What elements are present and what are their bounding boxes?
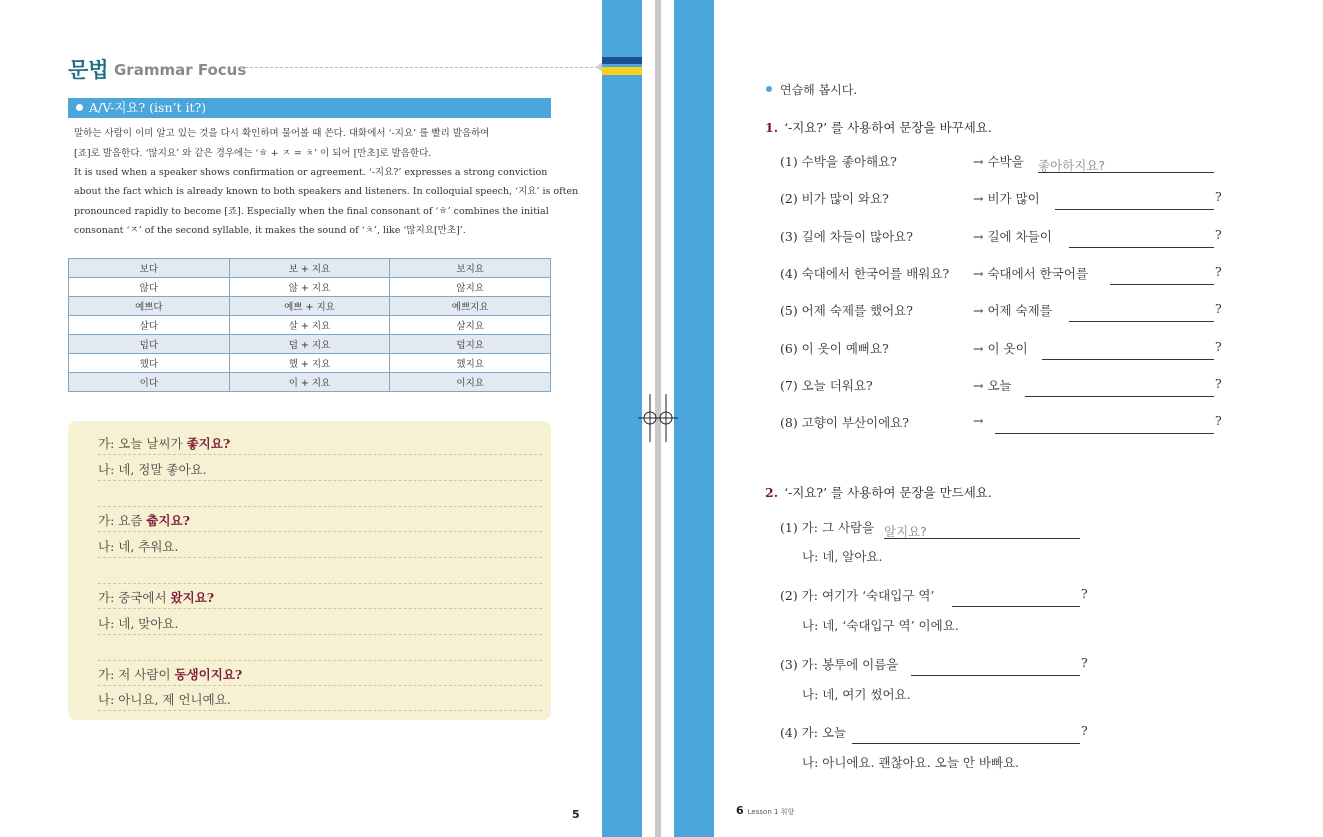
answer-blank[interactable] [1055, 192, 1214, 210]
answer-blank[interactable] [911, 658, 1080, 676]
table-cell: 덥 + 지요 [229, 335, 390, 354]
exercise-prompt: → 비가 많이 [973, 191, 1040, 206]
table-row [69, 373, 551, 392]
explanation-english-line-4: consonant ‘ㅈ’ of the second syllable, it makes the sound of ‘ㅊ’, like ‘많지요[만초]’. [74, 225, 466, 236]
exercise-question: (4) 숙대에서 한국어를 배워요? [780, 266, 950, 281]
dialogue-line-na: 나: 네, 맞아요. [98, 613, 542, 635]
dialogue-question: (1) 가: 그 사람을 [780, 520, 875, 535]
dialogue-question: (4) 가: 오늘 [780, 725, 847, 740]
dialogue-highlight: 왔지요? [170, 590, 215, 605]
table-cell: 않 + 지요 [229, 278, 390, 297]
section-1-instruction [765, 118, 992, 136]
edge-band-navy [602, 57, 642, 64]
exercise-question: (3) 길에 차들이 많아요? [780, 229, 913, 244]
registration-mark-icon [636, 392, 680, 444]
page-number-left: 5 [572, 808, 580, 821]
answer-blank[interactable] [1069, 230, 1214, 248]
answer-blank[interactable] [995, 416, 1214, 434]
table-cell: 않다 [69, 278, 230, 297]
dialogue-line-ga [98, 664, 542, 686]
edge-band-yellow [602, 67, 642, 75]
exercise-prompt: → 이 옷이 [973, 341, 1028, 356]
dialogue-box [68, 421, 551, 720]
question-mark: ? [1215, 339, 1222, 354]
right-page-edge-bar [674, 0, 714, 837]
table-cell: 않지요 [390, 278, 551, 297]
explanation-english-line-2: about the fact which is already known to both speakers and listeners. In colloquial speech, ‘지요’ is often [74, 186, 579, 197]
page-number-right: 6 [736, 804, 744, 817]
answer-example: 알지요? [884, 524, 927, 539]
question-mark: ? [1215, 189, 1222, 204]
dialogue-answer: 나: 네, 알아요. [802, 549, 883, 564]
exercise-question: (6) 이 옷이 예뻐요? [780, 341, 889, 356]
exercise-prompt: → 어제 숙제를 [973, 303, 1052, 318]
table-cell: 덥지요 [390, 335, 551, 354]
table-cell: 보지요 [390, 259, 551, 278]
dialogue-spacer-line [98, 639, 542, 661]
explanation-english-line-3: pronounced rapidly to become [죠]. Especially when the final consonant of ‘ㅎ’ combines the initial [74, 206, 549, 217]
dialogue-spacer-line [98, 485, 542, 507]
grammar-point-label: A/V-지요? (isn’t it?) [89, 100, 207, 115]
section-number: 1. [765, 120, 779, 135]
dialogue-text: 가: 중국에서 [98, 590, 171, 605]
dialogue-answer: 나: 네, ‘숙대입구 역’ 이에요. [802, 618, 959, 633]
table-cell: 했지요 [390, 354, 551, 373]
exercise-question: (1) 수박을 좋아해요? [780, 154, 897, 169]
dialogue-text: 가: 요즘 [98, 513, 147, 528]
dialogue-highlight: 춥지요? [146, 513, 190, 528]
dialogue-highlight: 좋지요? [186, 436, 231, 451]
dialogue-line-ga [98, 433, 542, 455]
table-cell: 했다 [69, 354, 230, 373]
table-row [69, 259, 551, 278]
dialogue-line-ga [98, 510, 542, 532]
dialogue-line-na: 나: 아니요, 제 언니예요. [98, 689, 542, 711]
page-footer [736, 804, 794, 817]
table-row [69, 316, 551, 335]
practice-heading-text: 연습해 봅시다. [780, 83, 858, 97]
table-cell: 예쁘 + 지요 [229, 297, 390, 316]
question-mark: ? [1081, 723, 1088, 738]
dialogue-spacer-line [98, 562, 542, 584]
exercise-question: (8) 고향이 부산이에요? [780, 415, 909, 430]
explanation-korean-line-1: 말하는 사람이 이미 알고 있는 것을 다시 확인하며 물어볼 때 쓴다. 대화에서 ‘-지요’ 를 빨리 발음하여 [74, 128, 490, 139]
table-cell: 했 + 지요 [229, 354, 390, 373]
answer-blank[interactable] [884, 521, 1080, 539]
answer-blank[interactable] [1042, 342, 1214, 360]
question-mark: ? [1081, 586, 1088, 601]
question-mark: ? [1215, 301, 1222, 316]
section-2-instruction [765, 483, 992, 501]
table-cell: 보 + 지요 [229, 259, 390, 278]
dialogue-text: 가: 오늘 날씨가 [98, 436, 187, 451]
page-title-korean: 문법 [68, 58, 109, 82]
question-mark: ? [1215, 227, 1222, 242]
exercise-prompt: → 숙대에서 한국어를 [973, 266, 1089, 281]
dialogue-line-na: 나: 네, 정말 좋아요. [98, 459, 542, 481]
question-mark: ? [1215, 413, 1222, 428]
dialogue-answer: 나: 네, 여기 썼어요. [802, 687, 911, 702]
exercise-question: (2) 비가 많이 와요? [780, 191, 889, 206]
explanation-english-line-1: It is used when a speaker shows confirmation or agreement. ‘-지요?’ expresses a strong conviction [74, 167, 548, 178]
explanation-korean-line-2: [죠]로 발음한다. ‘많지요’ 와 같은 경우에는 ‘ㅎ + ㅈ = ㅊ’ 이 되어 [만초]로 발음한다. [74, 148, 432, 159]
table-cell: 덥다 [69, 335, 230, 354]
table-cell: 살 + 지요 [229, 316, 390, 335]
dialogue-line-ga [98, 587, 542, 609]
table-cell: 이다 [69, 373, 230, 392]
answer-blank[interactable] [1110, 267, 1214, 285]
answer-blank[interactable] [852, 726, 1080, 744]
exercise-question: (7) 오늘 더워요? [780, 378, 873, 393]
dialogue-line-na: 나: 네, 추워요. [98, 536, 542, 558]
table-cell: 예쁘지요 [390, 297, 551, 316]
table-cell: 이 + 지요 [229, 373, 390, 392]
bullet-icon [76, 104, 83, 111]
table-row [69, 278, 551, 297]
answer-blank[interactable] [1025, 379, 1214, 397]
table-cell: 살다 [69, 316, 230, 335]
table-cell: 이지요 [390, 373, 551, 392]
answer-blank[interactable] [952, 589, 1080, 607]
table-row [69, 335, 551, 354]
dialogue-text: 가: 저 사람이 [98, 667, 175, 682]
exercise-prompt: → 길에 차들이 [973, 229, 1052, 244]
practice-heading [766, 81, 857, 98]
grammar-point-bar [68, 98, 551, 118]
table-cell: 예쁘다 [69, 297, 230, 316]
lesson-label: Lesson 1 취향 [747, 808, 795, 816]
dialogue-question: (3) 가: 봉투에 이름을 [780, 657, 899, 672]
table-cell: 살지요 [390, 316, 551, 335]
answer-example: 좋아하지요? [1038, 158, 1106, 173]
dialogue-answer: 나: 아니에요. 괜찮아요. 오늘 안 바빠요. [802, 755, 1020, 770]
question-mark: ? [1215, 376, 1222, 391]
exercise-prompt: → [973, 413, 984, 428]
bullet-icon [766, 86, 772, 92]
table-cell: 보다 [69, 259, 230, 278]
section-number: 2. [765, 485, 779, 500]
dialogue-question: (2) 가: 여기가 ‘숙대입구 역’ [780, 588, 935, 603]
exercise-prompt: → 수박을 [973, 154, 1024, 169]
answer-blank[interactable] [1038, 155, 1214, 173]
table-row [69, 354, 551, 373]
exercise-prompt: → 오늘 [973, 378, 1012, 393]
page-title-english: Grammar Focus [114, 61, 247, 79]
section-instruction-text: ‘-지요?’ 를 사용하여 문장을 바꾸세요. [784, 120, 992, 135]
question-mark: ? [1081, 655, 1088, 670]
answer-blank[interactable] [1069, 304, 1214, 322]
title-dashed-rule [240, 67, 598, 68]
question-mark: ? [1215, 264, 1222, 279]
conjugation-table [68, 258, 551, 392]
dialogue-highlight: 동생이지요? [174, 667, 243, 682]
section-instruction-text: ‘-지요?’ 를 사용하여 문장을 만드세요. [784, 485, 992, 500]
exercise-question: (5) 어제 숙제를 했어요? [780, 303, 913, 318]
grammar-focus-header [68, 54, 608, 84]
table-row [69, 297, 551, 316]
